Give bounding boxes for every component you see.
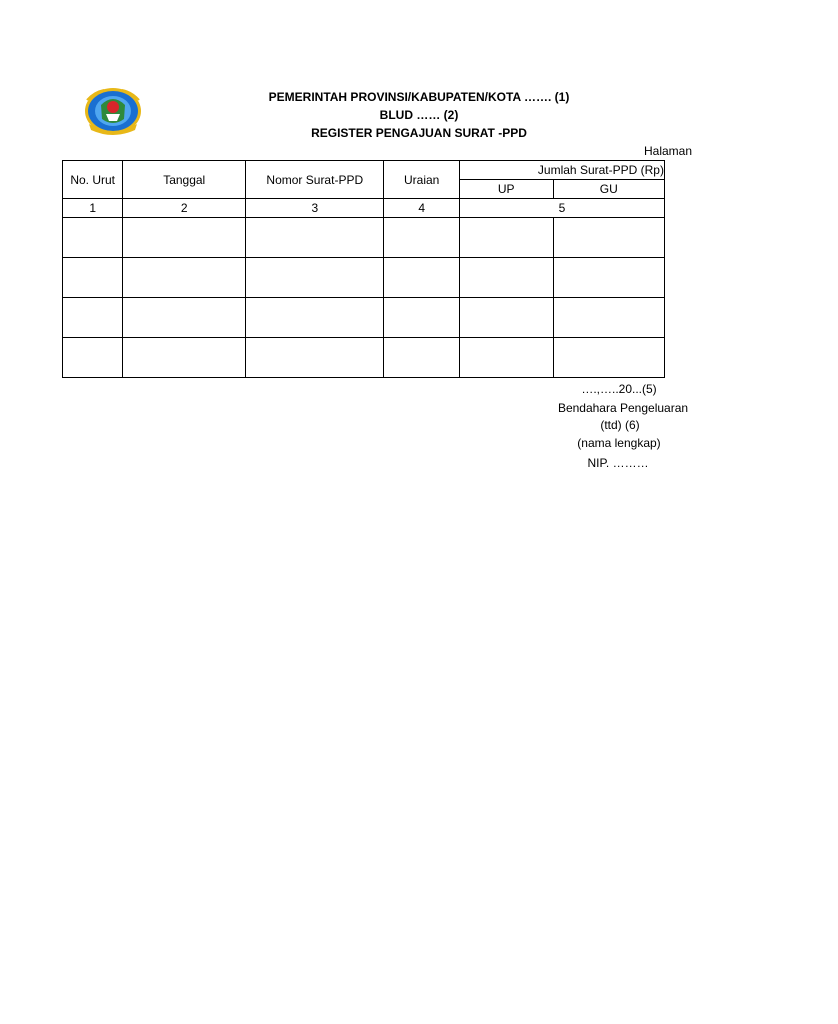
signature-name: (nama lengkap)	[577, 436, 661, 450]
table-cell	[246, 258, 384, 298]
page-label: Halaman	[644, 144, 693, 158]
col-number-5: 5	[459, 199, 664, 218]
table-cell	[384, 338, 459, 378]
government-title: PEMERINTAH PROVINSI/KABUPATEN/KOTA ……. (1)	[268, 90, 570, 104]
table-cell	[246, 338, 384, 378]
subcol-header-gu: GU	[553, 180, 665, 199]
table-cell	[63, 258, 123, 298]
signature-nip: NIP. ………	[587, 456, 649, 470]
table-cell	[246, 218, 384, 258]
col-number-4: 4	[384, 199, 459, 218]
col-header-uraian: Uraian	[384, 161, 459, 199]
col-header-jumlah: Jumlah Surat-PPD (Rp)	[459, 161, 664, 180]
table-cell	[123, 298, 246, 338]
subcol-header-up: UP	[459, 180, 553, 199]
table-cell	[63, 218, 123, 258]
col-number-2: 2	[123, 199, 246, 218]
table-cell	[63, 338, 123, 378]
register-table	[62, 160, 665, 378]
table-cell	[459, 338, 553, 378]
table-cell	[63, 298, 123, 338]
signature-sign: (ttd) (6)	[600, 418, 640, 432]
signature-date: ….,…..20...(5)	[581, 382, 657, 396]
table-cell	[459, 258, 553, 298]
blud-title: BLUD …… (2)	[379, 108, 459, 122]
table-cell	[459, 298, 553, 338]
table-cell	[384, 298, 459, 338]
table-cell	[123, 258, 246, 298]
table-row	[63, 298, 665, 338]
table-cell	[553, 218, 665, 258]
table-cell	[123, 338, 246, 378]
table-cell	[384, 258, 459, 298]
table-cell	[123, 218, 246, 258]
table-row	[63, 258, 665, 298]
register-title: REGISTER PENGAJUAN SURAT -PPD	[311, 126, 527, 140]
col-header-no-urut: No. Urut	[63, 161, 123, 199]
table-row	[63, 218, 665, 258]
table-cell	[384, 218, 459, 258]
col-number-3: 3	[246, 199, 384, 218]
table-cell	[553, 258, 665, 298]
table-cell	[246, 298, 384, 338]
col-header-tanggal: Tanggal	[123, 161, 246, 199]
col-header-nomor-surat: Nomor Surat-PPD	[246, 161, 384, 199]
table-row	[63, 338, 665, 378]
col-number-1: 1	[63, 199, 123, 218]
signature-role: Bendahara Pengeluaran	[557, 401, 689, 415]
table-cell	[459, 218, 553, 258]
table-cell	[553, 298, 665, 338]
table-cell	[553, 338, 665, 378]
